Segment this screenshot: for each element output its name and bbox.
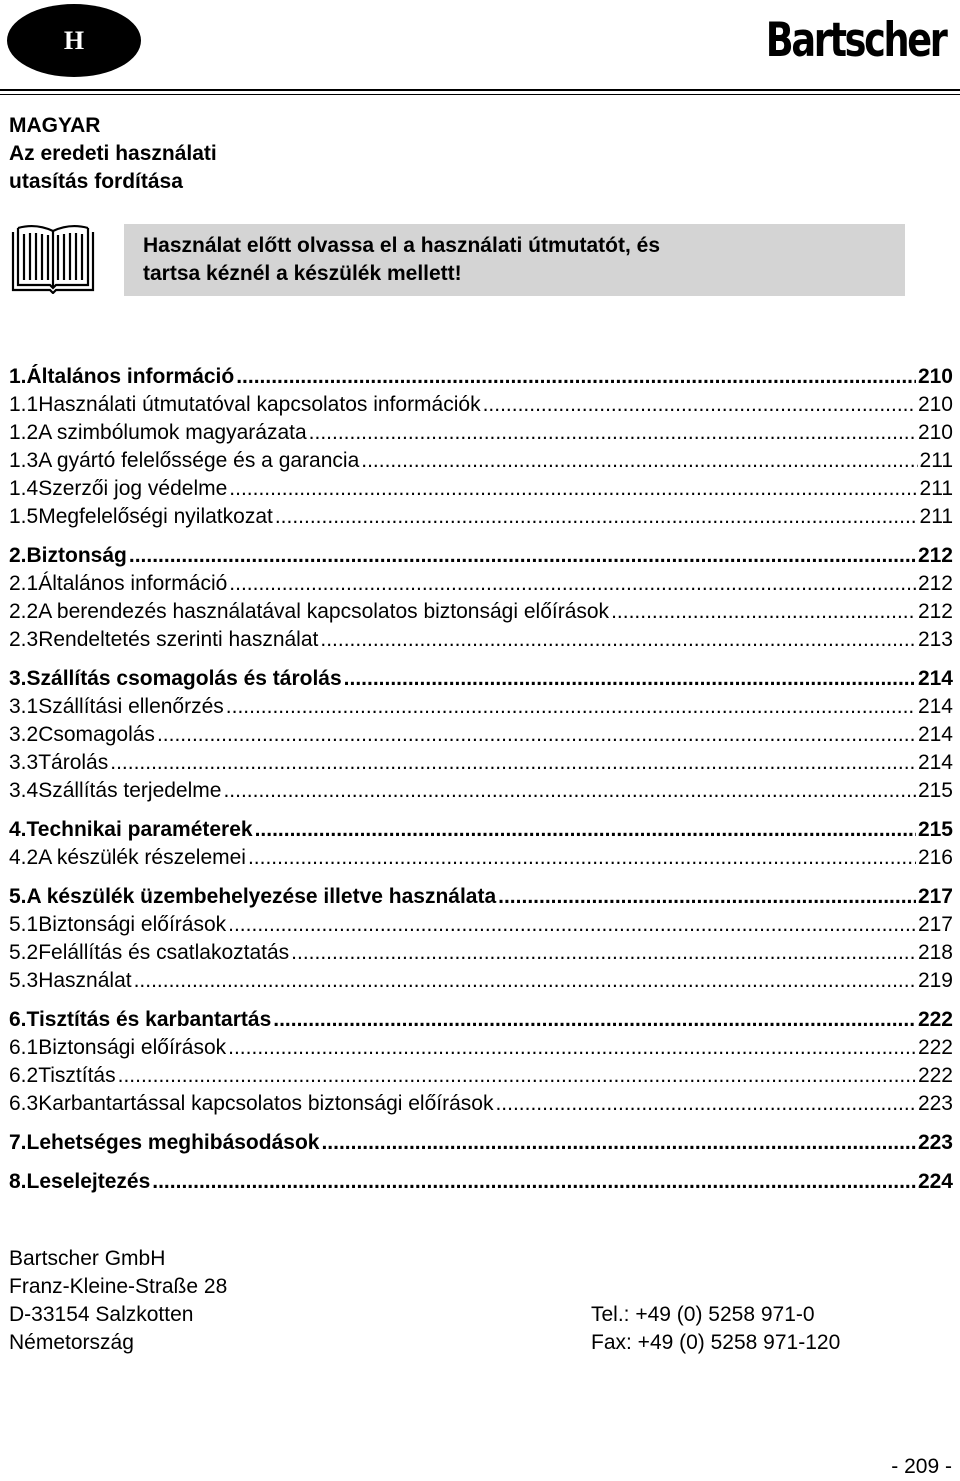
- toc-section[interactable]: [9, 391, 953, 419]
- toc-number: 3.2: [9, 723, 39, 746]
- toc-leader-dots: [273, 1005, 916, 1034]
- toc-page: 215: [917, 818, 953, 841]
- company-name: Bartscher GmbH: [9, 1247, 166, 1270]
- toc-page: 214: [917, 751, 953, 774]
- toc-number: 8.: [9, 1170, 27, 1193]
- language-badge: [7, 4, 141, 77]
- company-city: D-33154 Salzkotten: [9, 1303, 194, 1326]
- toc-chapter[interactable]: [9, 882, 953, 911]
- toc-number: 5.3: [9, 969, 39, 992]
- toc-title: Biztonsági előírások: [38, 913, 227, 936]
- toc-page: 213: [917, 628, 953, 651]
- company-fax: Fax: +49 (0) 5258 971-120: [591, 1331, 841, 1354]
- toc-page: 223: [917, 1092, 953, 1115]
- toc-leader-dots: [110, 749, 916, 777]
- toc-section[interactable]: [9, 1090, 953, 1118]
- toc-page: 224: [917, 1170, 953, 1193]
- toc-page: 214: [917, 723, 953, 746]
- toc-leader-dots: [291, 939, 916, 967]
- toc-title: A készülék részelemei: [38, 846, 246, 869]
- toc-page: 212: [917, 572, 953, 595]
- toc-number: 1.3: [9, 449, 39, 472]
- toc-number: 3.: [9, 667, 27, 690]
- toc-title: Tisztítás: [38, 1064, 116, 1087]
- toc-page: 211: [919, 477, 953, 500]
- toc-page: 222: [917, 1008, 953, 1031]
- toc-title: Technikai paraméterek: [26, 818, 253, 841]
- toc-number: 4.: [9, 818, 27, 841]
- toc-section[interactable]: [9, 967, 953, 995]
- toc-number: 4.2: [9, 846, 39, 869]
- toc-number: 5.2: [9, 941, 39, 964]
- toc-title: Szállítás csomagolás és tárolás: [26, 667, 342, 690]
- toc-title: Biztonsági előírások: [38, 1036, 227, 1059]
- toc-title: Felállítás és csatlakoztatás: [38, 941, 290, 964]
- toc-section[interactable]: [9, 570, 953, 598]
- toc-title: A berendezés használatával kapcsolatos biztonsági előírások: [38, 600, 610, 623]
- toc-chapter[interactable]: [9, 1128, 953, 1157]
- toc-title: Szállítási ellenőrzés: [38, 695, 224, 718]
- toc-page: 210: [917, 365, 953, 388]
- toc-leader-dots: [118, 1062, 916, 1090]
- page-number: - 209 -: [891, 1455, 952, 1478]
- toc-title: Biztonság: [26, 544, 127, 567]
- toc-page: 222: [917, 1036, 953, 1059]
- toc-page: 210: [917, 421, 953, 444]
- toc-title: A készülék üzembehelyezése illetve használata: [26, 885, 497, 908]
- toc-title: Általános információ: [38, 572, 228, 595]
- toc-section[interactable]: [9, 626, 953, 654]
- toc-page: 219: [917, 969, 953, 992]
- toc-title: Tárolás: [38, 751, 109, 774]
- toc-title: Lehetséges meghibásodások: [26, 1131, 320, 1154]
- intro-block: [9, 112, 217, 196]
- toc-leader-dots: [229, 570, 916, 598]
- open-book-icon: [10, 222, 96, 294]
- toc-leader-dots: [236, 362, 916, 391]
- toc-section[interactable]: [9, 598, 953, 626]
- toc-leader-dots: [275, 503, 918, 531]
- toc-title: Szerzői jog védelme: [38, 477, 228, 500]
- toc-section[interactable]: [9, 1062, 953, 1090]
- toc-section[interactable]: [9, 419, 953, 447]
- notice-line2: tartsa kéznél a készülék mellett!: [143, 262, 462, 285]
- company-street: Franz-Kleine-Straße 28: [9, 1275, 228, 1298]
- toc-leader-dots: [483, 391, 916, 419]
- toc-leader-dots: [152, 1167, 916, 1196]
- company-address: [9, 1245, 227, 1357]
- toc-title: Karbantartással kapcsolatos biztonsági előírások: [38, 1092, 494, 1115]
- toc-section[interactable]: [9, 777, 953, 805]
- toc-leader-dots: [248, 844, 916, 872]
- toc-leader-dots: [228, 911, 916, 939]
- language-code: H: [63, 25, 85, 55]
- toc-page: 211: [919, 505, 953, 528]
- toc-number: 2.1: [9, 572, 39, 595]
- toc-page: 214: [917, 667, 953, 690]
- toc-number: 6.: [9, 1008, 27, 1031]
- toc-leader-dots: [320, 626, 916, 654]
- toc-number: 3.4: [9, 779, 39, 802]
- toc-leader-dots: [321, 1128, 916, 1157]
- toc-number: 1.: [9, 365, 27, 388]
- toc-leader-dots: [498, 882, 916, 911]
- company-phone: Tel.: +49 (0) 5258 971-0: [591, 1303, 815, 1326]
- toc-page: 217: [917, 913, 953, 936]
- toc-chapter[interactable]: [9, 815, 953, 844]
- toc-page: 218: [917, 941, 953, 964]
- toc-number: 5.1: [9, 913, 39, 936]
- toc-leader-dots: [229, 475, 917, 503]
- toc-page: 223: [917, 1131, 953, 1154]
- translation-note-line2: utasítás fordítása: [9, 170, 183, 193]
- toc-title: Csomagolás: [38, 723, 155, 746]
- toc-leader-dots: [228, 1034, 916, 1062]
- brand-logo: Bartscher: [766, 13, 946, 68]
- company-contact: [591, 1301, 840, 1357]
- toc-title: Megfelelőségi nyilatkozat: [38, 505, 273, 528]
- toc-page: 217: [917, 885, 953, 908]
- toc-leader-dots: [157, 721, 916, 749]
- toc-section[interactable]: [9, 475, 953, 503]
- toc-title: Szállítás terjedelme: [38, 779, 222, 802]
- toc-title: Használati útmutatóval kapcsolatos információk: [38, 393, 481, 416]
- toc-number: 6.3: [9, 1092, 39, 1115]
- toc-leader-dots: [223, 777, 916, 805]
- toc-title: Általános információ: [26, 365, 235, 388]
- toc-section[interactable]: [9, 1034, 953, 1062]
- toc-number: 2.2: [9, 600, 39, 623]
- toc-page: 215: [917, 779, 953, 802]
- toc-title: Rendeltetés szerinti használat: [38, 628, 319, 651]
- toc-leader-dots: [226, 693, 916, 721]
- toc-section[interactable]: [9, 911, 953, 939]
- toc-leader-dots: [344, 664, 916, 693]
- toc-section[interactable]: [9, 721, 953, 749]
- toc-number: 1.4: [9, 477, 39, 500]
- toc-leader-dots: [129, 541, 916, 570]
- toc-chapter[interactable]: [9, 362, 953, 391]
- toc-number: 3.1: [9, 695, 39, 718]
- header-divider-thin: [0, 94, 960, 95]
- toc-chapter[interactable]: [9, 1167, 953, 1196]
- toc-page: 222: [917, 1064, 953, 1087]
- toc-page: 212: [917, 600, 953, 623]
- toc-number: 1.1: [9, 393, 39, 416]
- toc-number: 6.1: [9, 1036, 39, 1059]
- toc-number: 5.: [9, 885, 27, 908]
- toc-section[interactable]: [9, 503, 953, 531]
- toc-page: 212: [917, 544, 953, 567]
- toc-chapter[interactable]: [9, 1005, 953, 1034]
- toc-leader-dots: [134, 967, 916, 995]
- toc-number: 2.3: [9, 628, 39, 651]
- toc-section[interactable]: [9, 693, 953, 721]
- language-title: MAGYAR: [9, 114, 101, 137]
- header-divider: [0, 89, 960, 91]
- toc-page: 210: [917, 393, 953, 416]
- toc-chapter[interactable]: [9, 664, 953, 693]
- toc-title: Használat: [38, 969, 132, 992]
- toc-number: 7.: [9, 1131, 27, 1154]
- company-country: Németország: [9, 1331, 134, 1354]
- toc-leader-dots: [255, 815, 916, 844]
- table-of-contents: [9, 362, 953, 1196]
- toc-title: Tisztítás és karbantartás: [26, 1008, 272, 1031]
- notice-line1: Használat előtt olvassa el a használati útmutatót, és: [143, 234, 660, 257]
- toc-page: 211: [919, 449, 953, 472]
- toc-number: 1.5: [9, 505, 39, 528]
- toc-section[interactable]: [9, 939, 953, 967]
- toc-number: 3.3: [9, 751, 39, 774]
- toc-section[interactable]: [9, 844, 953, 872]
- read-instructions-notice: [124, 224, 905, 296]
- toc-number: 2.: [9, 544, 27, 567]
- toc-leader-dots: [361, 447, 917, 475]
- translation-note-line1: Az eredeti használati: [9, 142, 217, 165]
- toc-leader-dots: [611, 598, 916, 626]
- toc-number: 1.2: [9, 421, 39, 444]
- toc-leader-dots: [309, 419, 916, 447]
- toc-title: Leselejtezés: [26, 1170, 151, 1193]
- toc-title: A gyártó felelőssége és a garancia: [38, 449, 360, 472]
- toc-page: 214: [917, 695, 953, 718]
- toc-leader-dots: [495, 1090, 915, 1118]
- toc-chapter[interactable]: [9, 541, 953, 570]
- toc-number: 6.2: [9, 1064, 39, 1087]
- toc-section[interactable]: [9, 447, 953, 475]
- toc-section[interactable]: [9, 749, 953, 777]
- toc-title: A szimbólumok magyarázata: [38, 421, 307, 444]
- toc-page: 216: [917, 846, 953, 869]
